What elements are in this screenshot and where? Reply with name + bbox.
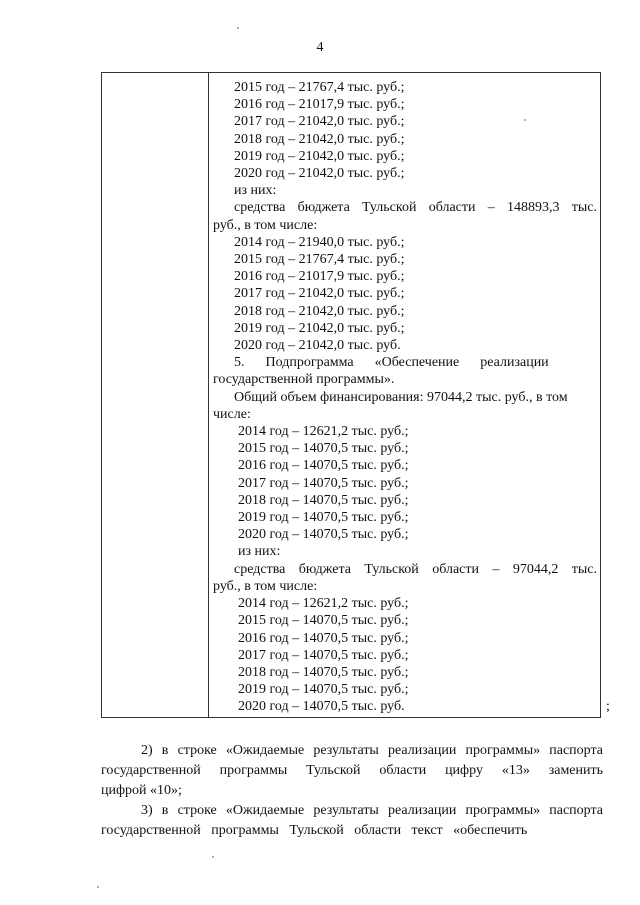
- year-line: 2020 год – 21042,0 тыс. руб.: [234, 338, 401, 354]
- year-line: 2020 год – 14070,5 тыс. руб.;: [238, 527, 409, 543]
- year-line: 2019 год – 14070,5 тыс. руб.;: [238, 682, 409, 698]
- year-line: 2019 год – 21042,0 тыс. руб.;: [234, 148, 405, 164]
- funding-cell: [213, 79, 597, 716]
- scan-speck: [212, 856, 214, 858]
- year-list-d: [213, 595, 597, 715]
- year-line: 2019 год – 14070,5 тыс. руб.;: [238, 510, 409, 526]
- year-list-c: [213, 423, 597, 561]
- year-line: 2017 год – 14070,5 тыс. руб.;: [238, 475, 409, 491]
- year-line: 2018 год – 14070,5 тыс. руб.;: [238, 492, 409, 508]
- paragraph-2-line-1: 2) в строке «Ожидаемые результаты реализации программы» паспорта: [141, 743, 603, 758]
- scan-speck: [97, 886, 99, 888]
- year-line: 2014 год – 12621,2 тыс. руб.;: [238, 596, 409, 612]
- year-line: 2015 год – 14070,5 тыс. руб.;: [238, 441, 409, 457]
- year-line: 2018 год – 21042,0 тыс. руб.;: [234, 303, 405, 319]
- total-funding: Общий объем финансирования: 97044,2 тыс. руб., в том: [234, 389, 568, 405]
- year-line: 2019 год – 21042,0 тыс. руб.;: [234, 320, 405, 336]
- paragraph-3-line-2: государственной программы Тульской области текст «обеспечить: [101, 823, 528, 838]
- year-line: 2017 год – 21042,0 тыс. руб.;: [234, 286, 405, 302]
- year-line: 2014 год – 21940,0 тыс. руб.;: [234, 234, 405, 250]
- of-them-label: из них:: [238, 544, 281, 560]
- paragraph-3-line-1: 3) в строке «Ожидаемые результаты реализации программы» паспорта: [141, 803, 603, 818]
- paragraph-3: [101, 801, 603, 841]
- scan-speck: [524, 119, 526, 121]
- funding-table: [101, 72, 601, 718]
- year-line: 2015 год – 21767,4 тыс. руб.;: [234, 252, 405, 268]
- year-line: 2014 год – 12621,2 тыс. руб.;: [238, 424, 409, 440]
- page-number: 4: [316, 40, 324, 55]
- budget-heading-a: средства бюджета Тульской области – 148893,3 тыс.: [234, 200, 597, 216]
- budget-heading-c-cont: руб., в том числе:: [213, 578, 318, 594]
- year-list-b: [213, 234, 597, 354]
- year-list-a: [213, 79, 597, 199]
- budget-heading-a-cont: руб., в том числе:: [213, 217, 318, 233]
- total-funding-cont: числе:: [213, 406, 251, 422]
- paragraph-2: [101, 741, 603, 801]
- paragraph-2-line-3: цифрой «10»;: [101, 783, 182, 798]
- year-line: 2016 год – 14070,5 тыс. руб.;: [238, 458, 409, 474]
- scan-speck: [237, 27, 239, 29]
- paragraph-2-line-2: государственной программы Тульской области цифру «13» заменить: [101, 763, 603, 778]
- of-them-label: из них:: [234, 183, 277, 199]
- year-line: 2020 год – 14070,5 тыс. руб.: [238, 699, 405, 715]
- year-line: 2020 год – 21042,0 тыс. руб.;: [234, 166, 405, 182]
- year-line: 2018 год – 21042,0 тыс. руб.;: [234, 131, 405, 147]
- table-end-semicolon: ;: [606, 699, 610, 714]
- year-line: 2015 год – 14070,5 тыс. руб.;: [238, 613, 409, 629]
- year-line: 2017 год – 14070,5 тыс. руб.;: [238, 647, 409, 663]
- budget-heading-c: средства бюджета Тульской области – 97044,2 тыс.: [234, 561, 597, 577]
- year-line: 2018 год – 14070,5 тыс. руб.;: [238, 664, 409, 680]
- year-line: 2016 год – 21017,9 тыс. руб.;: [234, 269, 405, 285]
- year-line: 2015 год – 21767,4 тыс. руб.;: [234, 80, 405, 95]
- year-line: 2016 год – 21017,9 тыс. руб.;: [234, 97, 405, 113]
- subprogram-heading-cont: государственной программы».: [213, 372, 395, 388]
- year-line: 2017 год – 21042,0 тыс. руб.;: [234, 114, 405, 130]
- table-column-divider: [208, 73, 209, 717]
- subprogram-heading: 5. Подпрограмма «Обеспечение реализации: [234, 355, 549, 371]
- year-line: 2016 год – 14070,5 тыс. руб.;: [238, 630, 409, 646]
